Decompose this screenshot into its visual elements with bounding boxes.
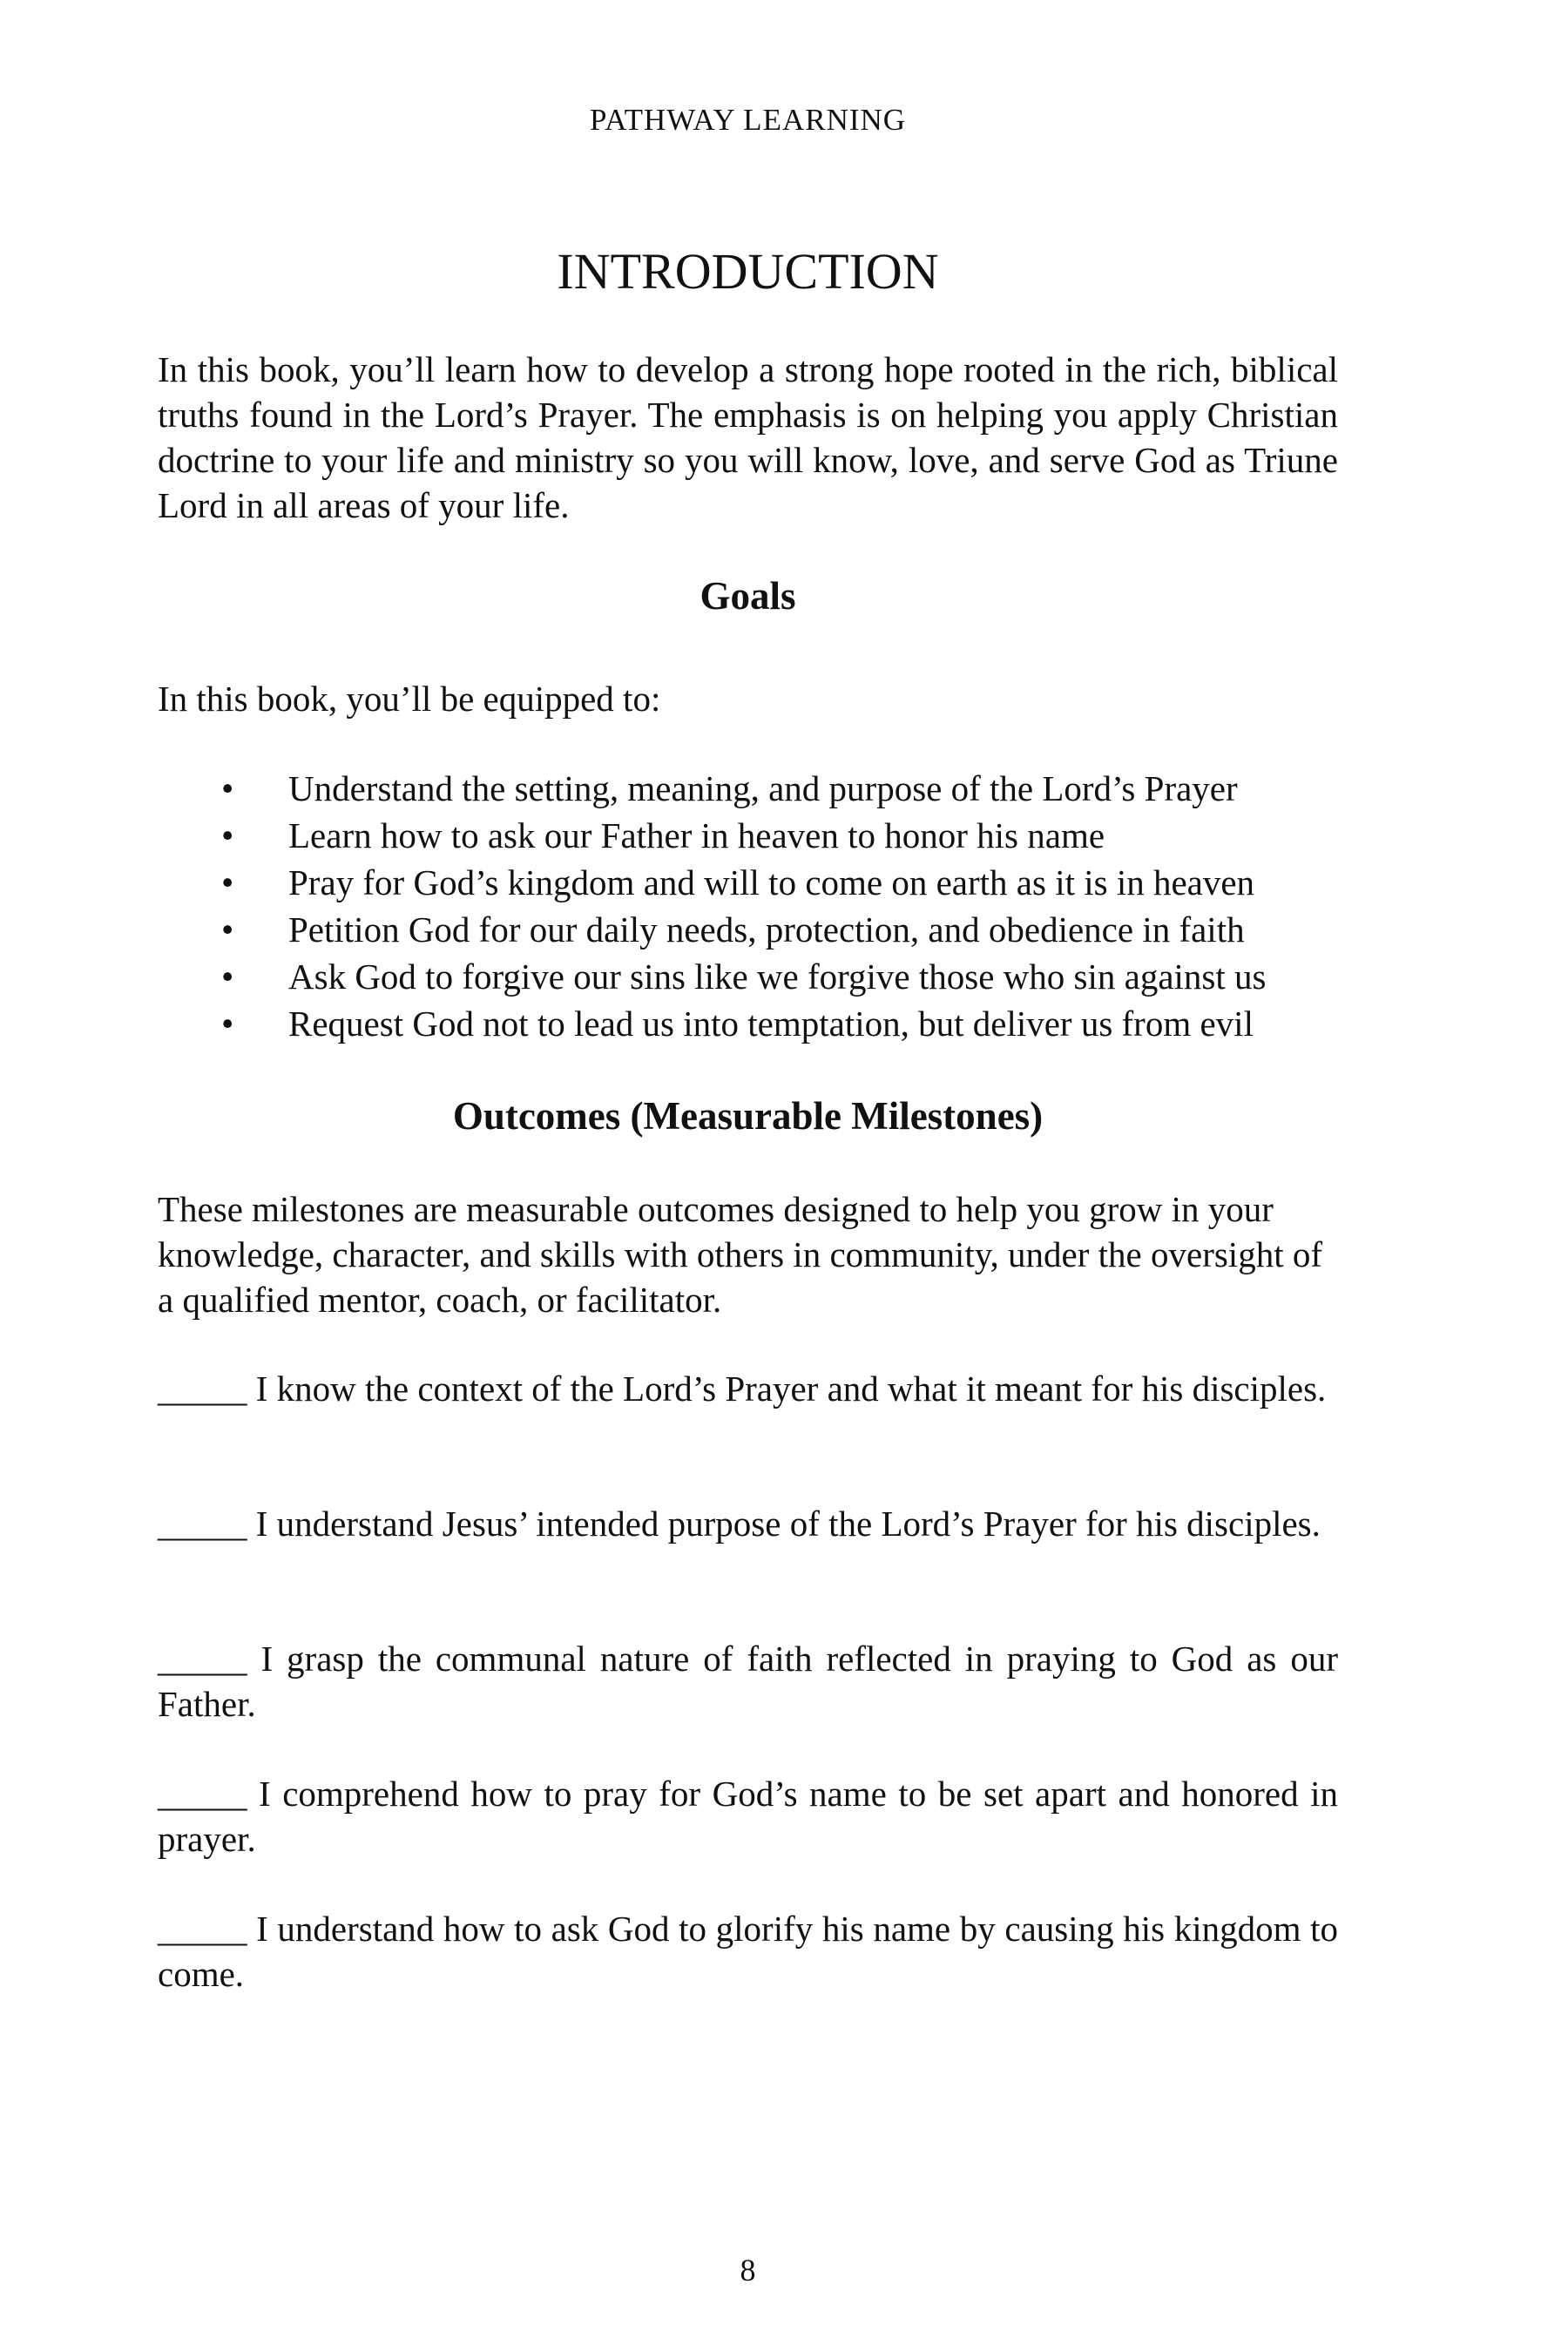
bullet-icon: • (221, 909, 234, 950)
goal-text: Request God not to lead us into temptation, but deliver us from evil (288, 1004, 1254, 1044)
bullet-icon: • (221, 1004, 234, 1044)
bullet-icon: • (221, 956, 234, 997)
goal-text: Ask God to forgive our sins like we forgive those who sin against us (288, 956, 1267, 997)
milestone-item: _____ I understand how to ask God to glorify his name by causing his kingdom to come. (158, 1909, 1338, 1994)
milestone-item: _____ I know the context of the Lord’s Prayer and what it meant for his disciples. (158, 1369, 1327, 1409)
goal-text: Learn how to ask our Father in heaven to honor his name (288, 815, 1105, 855)
running-header: PATHWAY LEARNING (589, 103, 907, 137)
goal-text: Understand the setting, meaning, and purpose of the Lord’s Prayer (288, 768, 1238, 808)
goal-item (158, 765, 1377, 812)
milestone-item: _____ I comprehend how to pray for God’s name to be set apart and honored in prayer. (158, 1774, 1338, 1859)
goals-list (158, 765, 1377, 1047)
goal-item (158, 859, 1377, 906)
outcomes-heading: Outcomes (Measurable Milestones) (452, 1094, 1044, 1138)
goals-heading: Goals (700, 574, 796, 618)
milestone-item: _____ I grasp the communal nature of faith reflected in praying to God as our Father. (158, 1639, 1338, 1724)
goal-item (158, 906, 1377, 953)
goal-item (158, 812, 1377, 859)
chapter-title: INTRODUCTION (557, 243, 939, 300)
bullet-icon: • (221, 768, 234, 808)
goal-text: Pray for God’s kingdom and will to come on earth as it is in heaven (288, 862, 1255, 902)
goal-item (158, 953, 1377, 1000)
bullet-icon: • (221, 815, 234, 855)
outcomes-lead: These milestones are measurable outcomes designed to help you grow in your knowledge, character, and skills with others in community, under the oversight of a qualified mentor, coach, or facilitator. (158, 1189, 1322, 1320)
goal-item (158, 1000, 1377, 1047)
intro-paragraph: In this book, you’ll learn how to develop a strong hope rooted in the rich, biblical truths found in the Lord’s Prayer. The emphasis is on helping you apply Christian doctrine to your life and ministry so you will know, love, and serve God as Triune Lord in all areas of your life. (158, 349, 1338, 525)
goals-lead: In this book, you’ll be equipped to: (158, 679, 661, 719)
milestone-item: _____ I understand Jesus’ intended purpose of the Lord’s Prayer for his disciples. (158, 1504, 1321, 1544)
page-number: 8 (740, 2253, 756, 2288)
goal-text: Petition God for our daily needs, protection, and obedience in faith (288, 909, 1245, 950)
bullet-icon: • (221, 862, 234, 902)
